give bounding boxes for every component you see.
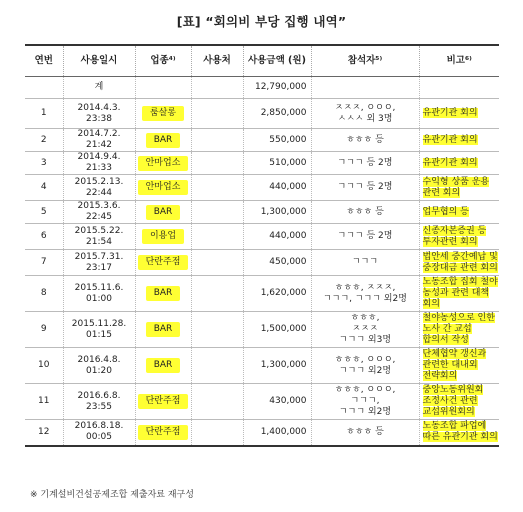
row-place (191, 250, 243, 276)
industry-badge: 안마업소 (138, 180, 189, 195)
row-attendees (311, 152, 419, 175)
table-row (25, 250, 499, 276)
row-time: 01:00 (86, 293, 112, 304)
row-place (191, 420, 243, 446)
header-industry: 업종⁴⁾ (135, 45, 191, 77)
header-attendees: 참석자⁵⁾ (311, 45, 419, 77)
row-industry (135, 250, 191, 276)
attendee-line: ㄱㄱㄱ 등 2명 (337, 157, 393, 168)
industry-badge: 단란주점 (138, 394, 189, 409)
table-row (25, 348, 499, 384)
row-place (191, 99, 243, 129)
attendee-line: ㄱㄱㄱ 등 2명 (337, 182, 393, 192)
remark-line: 교섭위원회의 (422, 407, 475, 417)
row-amount: 1,620,000 (243, 276, 311, 312)
row-datetime (63, 312, 135, 348)
row-datetime (63, 348, 135, 384)
remark-line: 합의서 작성 (422, 335, 469, 345)
row-no: 8 (25, 276, 63, 312)
attendee-line: ㅎㅎㅎ 등 (346, 206, 384, 217)
attendee-line: ㄱㄱㄱ 등 2명 (337, 231, 393, 241)
row-place (191, 312, 243, 348)
row-no: 11 (25, 384, 63, 420)
industry-badge: BAR (146, 358, 181, 373)
row-time: 23:55 (86, 401, 112, 412)
row-attendees (311, 276, 419, 312)
row-no: 1 (25, 99, 63, 129)
attendee-line: ㄱㄱㄱ 외2명 (338, 365, 392, 376)
remark-line: 유관기관 회의 (422, 134, 478, 145)
row-remarks (419, 312, 499, 348)
row-date: 2015.7.31. (74, 251, 124, 262)
row-date: 2016.4.8. (77, 354, 121, 365)
row-amount: 2,850,000 (243, 99, 311, 129)
remark-line: 관련한 대내외 (422, 360, 478, 370)
industry-badge: 단란주점 (138, 255, 189, 270)
row-time: 21:33 (86, 163, 112, 173)
remark-line: 조정사건 관련 (422, 396, 478, 406)
row-amount: 1,300,000 (243, 201, 311, 224)
row-remarks (419, 420, 499, 446)
remark-line: 노동조합 파업에 (422, 421, 487, 432)
attendee-line: ㄱㄱㄱ 외2명 (338, 407, 392, 417)
industry-badge: 룸살롱 (142, 106, 184, 121)
table-row (25, 276, 499, 312)
industry-badge: BAR (146, 133, 181, 148)
expense-table (25, 44, 499, 447)
table-row (25, 224, 499, 250)
row-datetime (63, 224, 135, 250)
row-time: 00:05 (86, 432, 112, 443)
row-datetime (63, 175, 135, 201)
row-datetime (63, 276, 135, 312)
remark-line: 농성과 관련 대책 (422, 288, 490, 298)
row-amount: 510,000 (243, 152, 311, 175)
row-industry (135, 201, 191, 224)
remark-line: 업무협의 등 (422, 206, 469, 217)
row-place (191, 276, 243, 312)
row-date: 2016.6.8. (77, 390, 121, 401)
remark-line: 관련 회의 (422, 187, 461, 198)
attendee-line: ㅎㅎㅎ 등 (346, 426, 384, 437)
header-amount: 사용금액 (원) (243, 45, 311, 77)
row-amount: 1,500,000 (243, 312, 311, 348)
table-row (25, 152, 499, 175)
table-row (25, 312, 499, 348)
row-time: 21:54 (86, 236, 112, 247)
row-no: 6 (25, 224, 63, 250)
remark-line: 투자관련 회의 (422, 236, 478, 247)
row-place (191, 384, 243, 420)
row-time: 22:44 (86, 187, 112, 198)
row-amount: 450,000 (243, 250, 311, 276)
row-date: 2014.7.2. (77, 129, 121, 139)
row-amount: 1,300,000 (243, 348, 311, 384)
row-time: 22:45 (86, 212, 112, 222)
industry-badge: BAR (146, 205, 181, 220)
remark-line: 전략회의 (422, 371, 458, 381)
attendee-line: ㅅㅅㅅ 외 3명 (337, 113, 393, 124)
row-remarks (419, 224, 499, 250)
attendee-line: ㅎㅎㅎ, (350, 313, 380, 323)
row-place (191, 348, 243, 384)
row-time: 01:20 (86, 365, 112, 376)
row-industry (135, 99, 191, 129)
row-amount: 1,400,000 (243, 420, 311, 446)
row-industry (135, 348, 191, 384)
row-remarks (419, 201, 499, 224)
remark-line: 중장대금 관련 회의 (422, 262, 498, 273)
row-date: 2015.11.6. (74, 282, 124, 293)
table-row (25, 201, 499, 224)
remark-line: 신종자본증권 등 (422, 225, 487, 236)
row-attendees (311, 99, 419, 129)
attendee-line: ㅎㅎㅎ 등 (346, 134, 384, 145)
row-place (191, 152, 243, 175)
row-industry (135, 152, 191, 175)
row-remarks (419, 152, 499, 175)
remark-line: 유관기관 회의 (422, 157, 478, 168)
header-date: 사용일시 (63, 45, 135, 77)
row-date: 2016.8.18. (74, 421, 124, 432)
row-no: 4 (25, 175, 63, 201)
row-time: 23:38 (86, 113, 112, 124)
remark-line: 법안세 중간예납 및 (422, 251, 498, 262)
footnote: ※ 기계설비건설공제조합 제출자료 재구성 (30, 490, 194, 500)
attendee-line: ㅈㅈㅈ (351, 324, 379, 334)
remark-line: 수익형 상품 운용 (422, 176, 490, 187)
remark-line: 유관기관 회의 (422, 108, 478, 118)
table-row (25, 384, 499, 420)
row-attendees (311, 420, 419, 446)
row-date: 2015.11.28. (71, 318, 127, 329)
industry-badge: 단란주점 (138, 425, 189, 440)
remark-line: 철야농성으로 인한 (422, 313, 495, 323)
header-no: 연번 (25, 45, 63, 77)
row-datetime (63, 129, 135, 152)
row-date: 2014.4.3. (77, 102, 121, 113)
row-remarks (419, 99, 499, 129)
row-remarks (419, 384, 499, 420)
table-row (25, 129, 499, 152)
row-remarks (419, 348, 499, 384)
header-row (25, 45, 499, 77)
row-attendees (311, 175, 419, 201)
document-title: [표] “회의비 부당 집행 내역” (176, 14, 347, 29)
row-industry (135, 276, 191, 312)
row-date: 2015.2.13. (74, 176, 124, 187)
remark-line: 중앙노동위원회 (422, 385, 484, 395)
row-amount: 440,000 (243, 175, 311, 201)
row-amount: 440,000 (243, 224, 311, 250)
row-industry (135, 129, 191, 152)
remark-line: 회의 (422, 299, 440, 309)
row-place (191, 224, 243, 250)
header-place: 사용처 (191, 45, 243, 77)
row-attendees (311, 384, 419, 420)
remark-line: 단체협약 갱신과 (422, 349, 487, 359)
row-industry (135, 175, 191, 201)
attendee-line: ㄱㄱㄱ (351, 257, 379, 267)
table-row (25, 175, 499, 201)
row-no: 9 (25, 312, 63, 348)
row-datetime (63, 152, 135, 175)
row-attendees (311, 312, 419, 348)
table-row (25, 99, 499, 129)
total-row (25, 77, 499, 99)
row-attendees (311, 129, 419, 152)
total-amount: 12,790,000 (243, 77, 311, 99)
attendee-line: ㄱㄱㄱ, (350, 396, 380, 406)
attendee-line: ㅈㅈㅈ, ㅇㅇㅇ, (334, 102, 396, 113)
row-datetime (63, 250, 135, 276)
row-industry (135, 312, 191, 348)
row-no: 12 (25, 420, 63, 446)
total-label: 계 (63, 77, 135, 99)
row-time: 01:15 (86, 329, 112, 340)
row-time: 21:42 (86, 140, 112, 150)
row-no: 7 (25, 250, 63, 276)
row-industry (135, 224, 191, 250)
row-date: 2015.3.6. (77, 201, 121, 211)
row-place (191, 175, 243, 201)
industry-badge: BAR (146, 286, 181, 301)
row-remarks (419, 276, 499, 312)
row-amount: 430,000 (243, 384, 311, 420)
attendee-line: ㄱㄱㄱ 외3명 (338, 335, 392, 345)
row-datetime (63, 384, 135, 420)
row-remarks (419, 250, 499, 276)
table-row (25, 420, 499, 446)
row-place (191, 201, 243, 224)
row-no: 5 (25, 201, 63, 224)
row-industry (135, 420, 191, 446)
row-remarks (419, 129, 499, 152)
industry-badge: 안마업소 (138, 156, 189, 171)
attendee-line: ㄱㄱㄱ, ㄱㄱㄱ 외2명 (323, 293, 407, 304)
row-place (191, 129, 243, 152)
row-industry (135, 384, 191, 420)
remark-line: 노사 간 교섭 (422, 324, 472, 334)
row-attendees (311, 348, 419, 384)
row-date: 2015.5.22. (74, 225, 124, 236)
row-no: 3 (25, 152, 63, 175)
row-datetime (63, 420, 135, 446)
row-no: 2 (25, 129, 63, 152)
attendee-line: ㅎㅎㅎ, ㅇㅇㅇ, (334, 385, 396, 395)
row-datetime (63, 99, 135, 129)
row-datetime (63, 201, 135, 224)
row-attendees (311, 201, 419, 224)
row-remarks (419, 175, 499, 201)
row-date: 2014.9.4. (77, 152, 121, 162)
industry-badge: 이용업 (142, 229, 184, 244)
row-attendees (311, 250, 419, 276)
row-attendees (311, 224, 419, 250)
attendee-line: ㅎㅎㅎ, ㅇㅇㅇ, (334, 354, 396, 365)
row-amount: 550,000 (243, 129, 311, 152)
row-time: 23:17 (86, 262, 112, 273)
industry-badge: BAR (146, 322, 181, 337)
remark-line: 노동조합 집회 철야 (422, 277, 498, 287)
header-remarks: 비고⁶⁾ (419, 45, 499, 77)
row-no: 10 (25, 348, 63, 384)
attendee-line: ㅎㅎㅎ, ㅈㅈㅈ, (334, 282, 396, 293)
remark-line: 따른 유관기관 회의 (422, 432, 498, 443)
